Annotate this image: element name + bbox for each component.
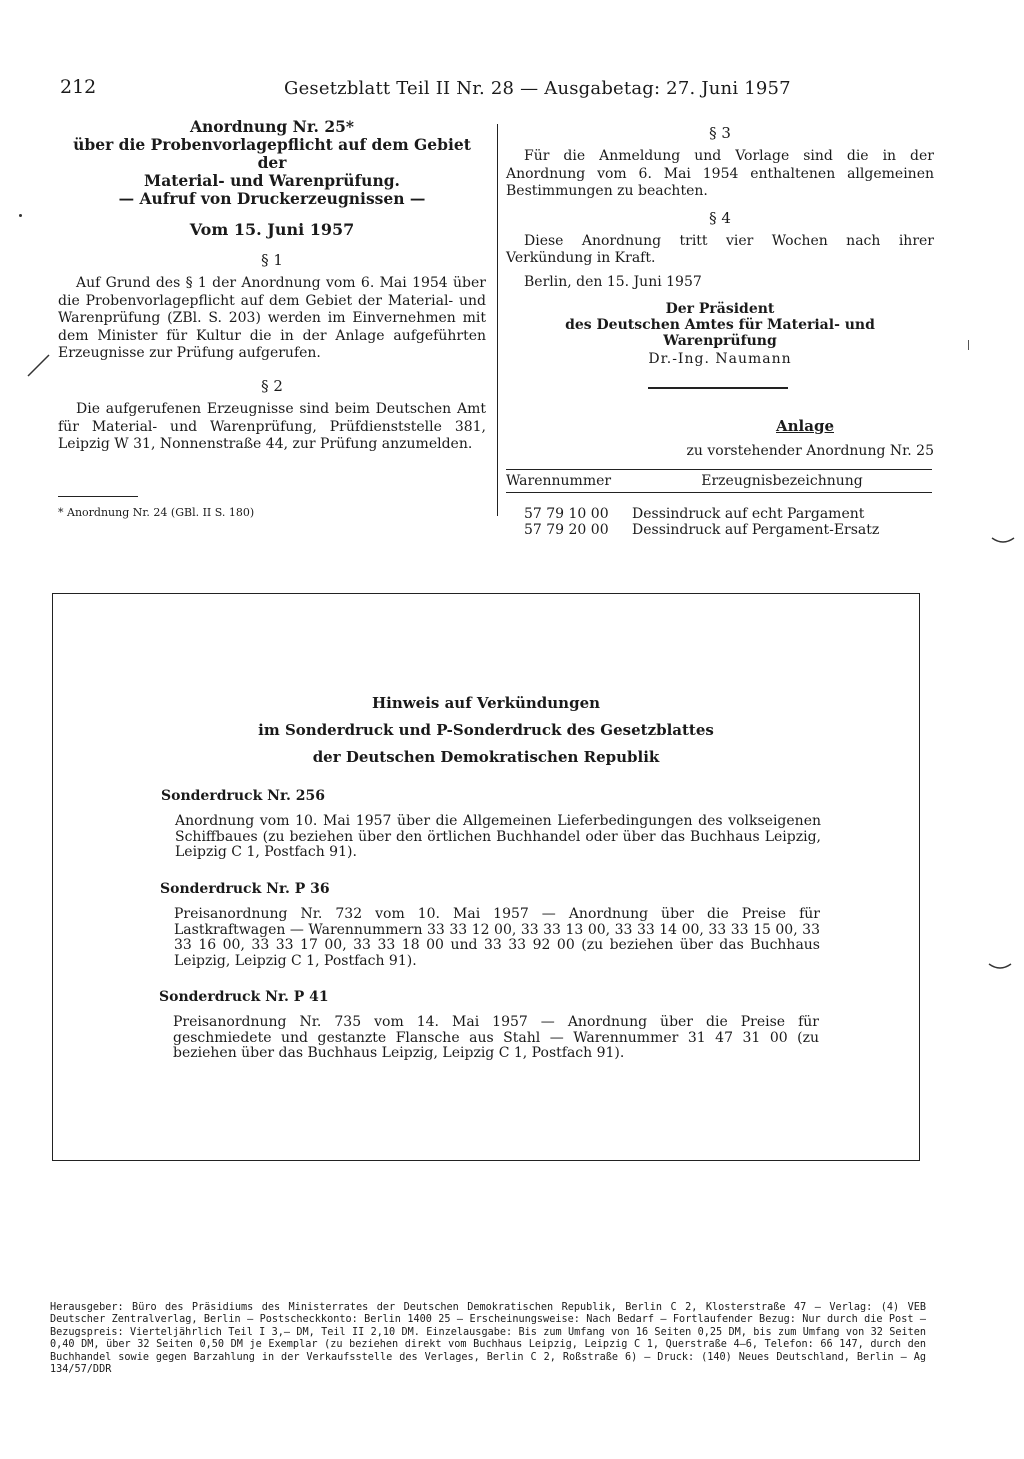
section-2-text: Die aufgerufenen Erzeugnisse sind beim Deutschen Amt für Material- und Warenprüfung, Prüfdienststelle 381, Leipzig W 31, Nonnenstraße 44, zur Prüfung anzumelden. <box>58 400 486 453</box>
section-4-heading: § 4 <box>709 208 731 227</box>
ordinance-title <box>58 118 486 208</box>
ordinance-date: Vom 15. Juni 1957 <box>189 220 355 239</box>
speck-mark <box>968 340 969 350</box>
entry-text: Anordnung vom 10. Mai 1957 über die Allgemeinen Lieferbedingungen des volkseigenen Schiffbaues (zu beziehen über den örtlichen Buchhandel oder über das Buchhaus Leipzig, Leipzig C 1, Postfach 91). <box>175 813 821 861</box>
section-3-heading: § 3 <box>709 124 731 142</box>
annex-subtitle: zu vorstehender Anordnung Nr. 25 <box>686 442 934 459</box>
running-header: Gesetzblatt Teil II Nr. 28 — Ausgabetag: 27. Juni 1957 <box>284 78 791 99</box>
entry-heading: Sonderdruck Nr. P 41 <box>159 989 329 1005</box>
footnote: * Anordnung Nr. 24 (GBl. II S. 180) <box>58 506 255 519</box>
annex-title: Anlage <box>776 416 834 435</box>
entry-text: Preisanordnung Nr. 735 vom 14. Mai 1957 — Anordnung über die Preise für geschmiedete und gestanzte Flansche aus Stahl — Warennummer 31 47 31 00 (zu beziehen über das Buchhaus Leipzig, Leipzig C 1, Postfach 91). <box>173 1014 819 1062</box>
section-1-heading: § 1 <box>261 251 283 269</box>
notice-title-line: im Sonderdruck und P-Sonderdruck des Gesetzblattes <box>258 721 714 739</box>
impressum: Herausgeber: Büro des Präsidiums des Ministerrates der Deutschen Demokratischen Republik, Berlin C 2, Klosterstraße 47 — Verlag: (4) VEB Deutscher Zentralverlag, Berlin — Postscheckkonto: Berlin 1400 25 — Erscheinungsweise: Nach Bedarf — Fortlaufender Bezug: Nur durch die Post — Bezugspreis: Vierteljährlich Teil I 3,— DM, Teil II 2,10 DM. Einzelausgabe: Bis zum Umfang von 16 Seiten 0,25 DM, bis zum Umfang von 32 Seiten 0,40 DM, über 32 Seiten 0,50 DM je Exemplar (zu beziehen direkt vom Buchhaus Leipzig, Leipzig C 1, Querstraße 4—6, Telefon: 66 147, durch den Buchhandel sowie gegen Barzahlung in der Verkaufsstelle des Verlages, Berlin C 2, Roßstraße 6) — Druck: (140) Neues Deutschland, Berlin — Ag 134/57/DDR <box>50 1302 926 1376</box>
title-line: über die Probenvorlagepflicht auf dem Gebiet der <box>73 135 471 172</box>
left-column <box>58 118 486 454</box>
section-4-text: Diese Anordnung tritt vier Wochen nach ihrer Verkündung in Kraft. <box>506 232 934 267</box>
signature-title: Der Präsident <box>665 300 775 317</box>
notice-title-line: Hinweis auf Verkündungen <box>371 694 601 712</box>
column-header-warennummer: Warennummer <box>506 469 632 492</box>
entry-text: Preisanordnung Nr. 732 vom 10. Mai 1957 — Anordnung über die Preise für Lastkraftwagen — Warennummern 33 33 12 00, 33 33 13 00, 33 33 14 00, 33 33 15 00, 33 33 16 00, 33 33 17 00, 33 33 18 00 und 33 33 92 00 (zu beziehen über das Buchhaus Leipzig, Leipzig C 1, Postfach 91). <box>174 906 820 969</box>
table-row <box>506 492 932 522</box>
speck-mark <box>19 214 22 217</box>
annex-table <box>506 469 932 538</box>
margin-curve-mark <box>990 534 1016 546</box>
pencil-stroke-mark <box>26 352 52 378</box>
entry-heading: Sonderdruck Nr. 256 <box>161 788 326 804</box>
section-1-text: Auf Grund des § 1 der Anordnung vom 6. Mai 1954 über die Probenvorlagepflicht auf dem Gebiet der Material- und Warenprüfung (ZBl. S. 203) werden im Einvernehmen mit dem Minister für Kultur die in der Anlage aufgeführten Erzeugnisse zur Prüfung aufgerufen. <box>58 275 486 362</box>
section-3-text: Für die Anmeldung und Vorlage sind die in der Anordnung vom 6. Mai 1954 enthaltenen allgemeinen Bestimmungen zu beachten. <box>506 148 934 200</box>
right-column <box>506 124 934 538</box>
table-cell: Dessindruck auf Pergament-Ersatz <box>632 521 880 538</box>
title-line: — Aufruf von Druckerzeugnissen — <box>118 189 426 208</box>
signature-rule <box>648 387 788 389</box>
title-line: Anordnung Nr. 25* <box>189 117 355 136</box>
signature-name: Dr.-Ing. Naumann <box>648 350 792 367</box>
notice-box <box>52 593 920 1161</box>
title-line: Material- und Warenprüfung. <box>144 171 400 190</box>
table-cell: Dessindruck auf echt Pargament <box>632 505 865 522</box>
table-row <box>506 522 932 538</box>
place-date: Berlin, den 15. Juni 1957 <box>524 273 702 290</box>
notice-title-line: der Deutschen Demokratischen Republik <box>312 748 660 766</box>
signature-office: des Deutschen Amtes für Material- und Warenprüfung <box>565 316 875 349</box>
table-cell: 57 79 10 00 <box>524 505 609 522</box>
table-cell: 57 79 20 00 <box>524 521 609 538</box>
margin-curve-mark <box>987 960 1013 972</box>
page-number: 212 <box>60 76 97 98</box>
section-2-heading: § 2 <box>261 376 283 395</box>
footnote-rule <box>58 496 138 497</box>
column-header-erzeugnis: Erzeugnisbezeichnung <box>632 469 932 492</box>
entry-heading: Sonderdruck Nr. P 36 <box>160 881 330 897</box>
column-divider <box>497 124 498 516</box>
